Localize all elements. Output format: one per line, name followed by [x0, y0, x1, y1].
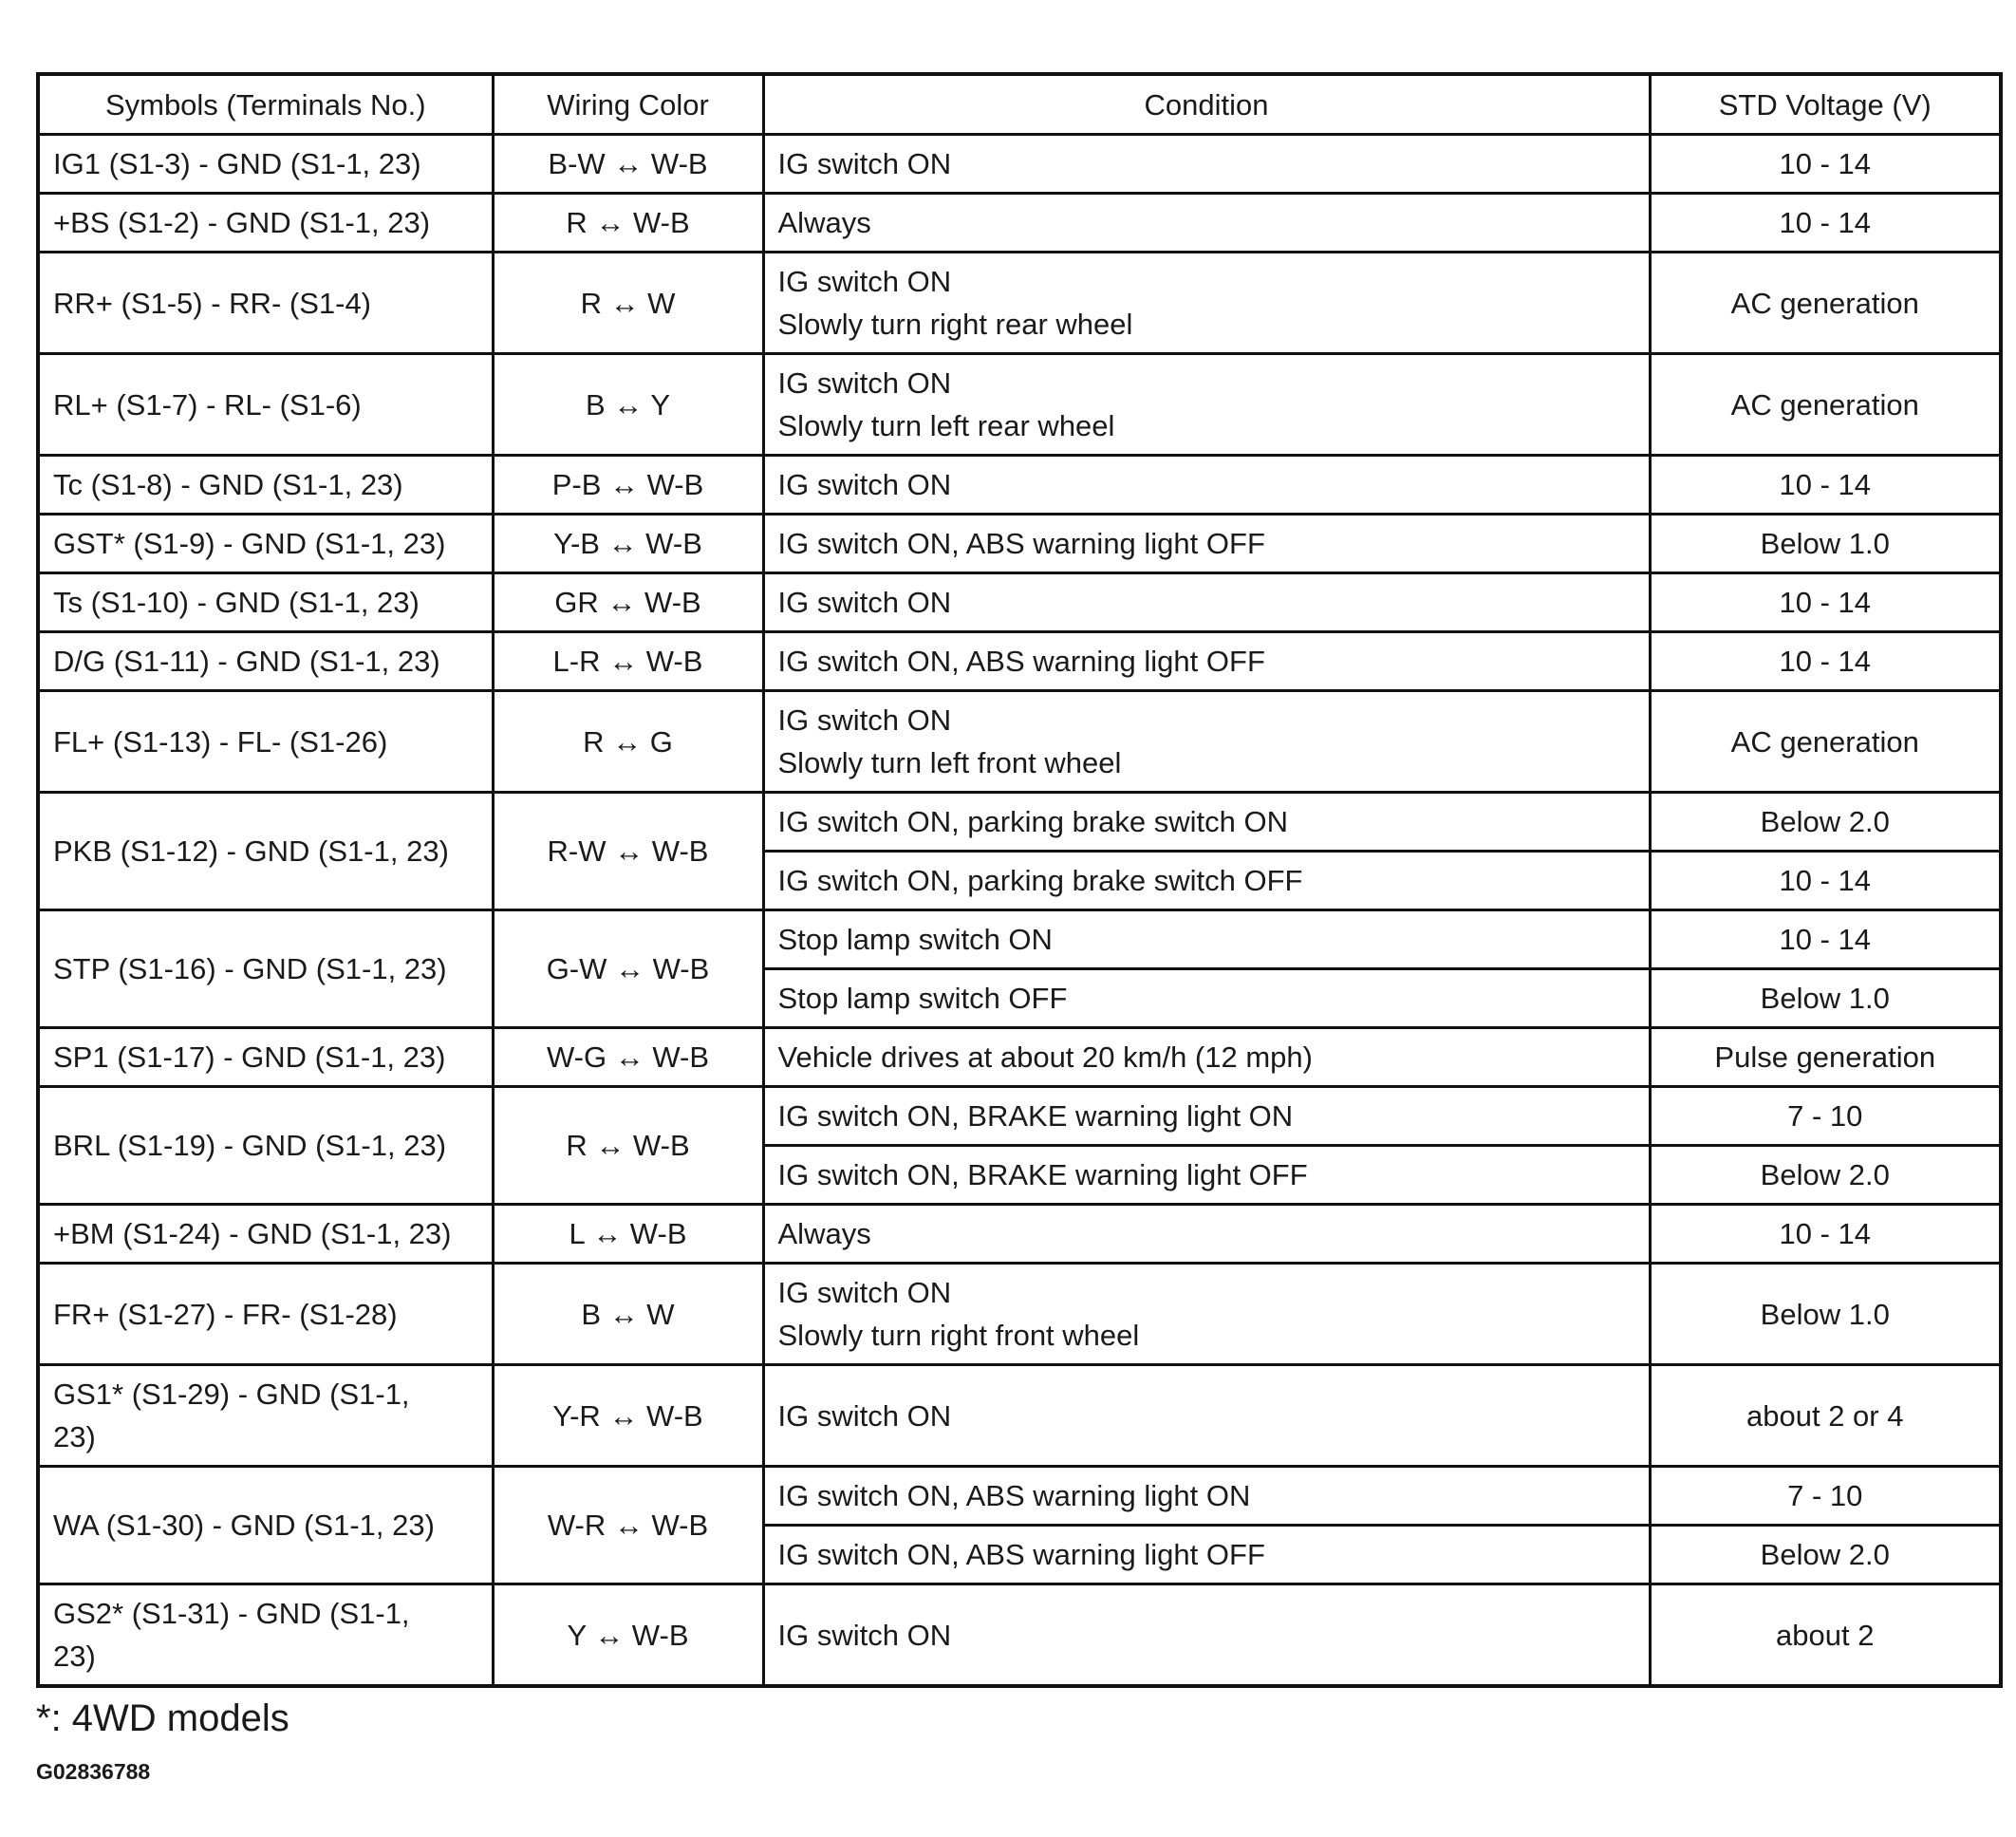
text-line: Always	[777, 1217, 871, 1250]
cell-symbol	[38, 1264, 493, 1365]
text-line: GS2* (S1-31) - GND (S1-1,	[53, 1597, 410, 1630]
text-line: FR+ (S1-27) - FR- (S1-28)	[53, 1297, 398, 1331]
cell-std-voltage: AC generation	[1650, 253, 2001, 354]
table-row	[38, 1365, 2001, 1467]
cell-std-voltage: Below 2.0	[1650, 1526, 2001, 1584]
text-line: PKB (S1-12) - GND (S1-1, 23)	[53, 834, 449, 868]
text-line: IG switch ON	[777, 265, 952, 298]
text-line: IG switch ON, parking brake switch OFF	[777, 864, 1303, 897]
cell-wiring-color: R ↔ G	[493, 691, 763, 793]
text-line: IG1 (S1-3) - GND (S1-1, 23)	[53, 147, 421, 180]
table-row	[38, 354, 2001, 456]
cell-symbol	[38, 515, 493, 573]
cell-std-voltage: 10 - 14	[1650, 1205, 2001, 1264]
text-line: IG switch ON, ABS warning light ON	[777, 1479, 1251, 1512]
cell-std-voltage: 10 - 14	[1650, 632, 2001, 691]
cell-std-voltage: Below 1.0	[1650, 515, 2001, 573]
text-line: +BM (S1-24) - GND (S1-1, 23)	[53, 1217, 452, 1250]
table-row	[38, 632, 2001, 691]
cell-wiring-color: W-G ↔ W-B	[493, 1028, 763, 1087]
cell-symbol	[38, 456, 493, 515]
cell-symbol	[38, 691, 493, 793]
cell-symbol	[38, 194, 493, 253]
cell-std-voltage: 10 - 14	[1650, 135, 2001, 194]
text-line: Ts (S1-10) - GND (S1-1, 23)	[53, 586, 420, 619]
cell-condition	[763, 194, 1650, 253]
cell-condition	[763, 910, 1650, 969]
header-wiring-color: Wiring Color	[493, 74, 763, 135]
cell-wiring-color: G-W ↔ W-B	[493, 910, 763, 1028]
table-row	[38, 793, 2001, 852]
cell-std-voltage: Below 2.0	[1650, 1146, 2001, 1205]
cell-wiring-color: R ↔ W	[493, 253, 763, 354]
cell-wiring-color: B ↔ Y	[493, 354, 763, 456]
cell-symbol	[38, 354, 493, 456]
text-line: Stop lamp switch ON	[777, 923, 1053, 956]
cell-std-voltage: Below 1.0	[1650, 969, 2001, 1028]
cell-std-voltage: 10 - 14	[1650, 194, 2001, 253]
table-row	[38, 1467, 2001, 1526]
table-row	[38, 456, 2001, 515]
text-line: IG switch ON	[777, 586, 952, 619]
text-line: Vehicle drives at about 20 km/h (12 mph)	[777, 1040, 1313, 1074]
text-line: +BS (S1-2) - GND (S1-1, 23)	[53, 206, 431, 239]
cell-symbol	[38, 1087, 493, 1205]
cell-condition	[763, 515, 1650, 573]
cell-std-voltage: AC generation	[1650, 691, 2001, 793]
text-line: IG switch ON	[777, 1398, 952, 1433]
text-line: Slowly turn left front wheel	[777, 746, 1122, 779]
cell-symbol	[38, 253, 493, 354]
text-line: IG switch ON	[777, 468, 952, 501]
text-line: Slowly turn left rear wheel	[777, 409, 1115, 442]
text-line: GST* (S1-9) - GND (S1-1, 23)	[53, 527, 446, 560]
cell-wiring-color: R ↔ W-B	[493, 194, 763, 253]
cell-condition	[763, 969, 1650, 1028]
cell-std-voltage: 7 - 10	[1650, 1467, 2001, 1526]
cell-condition	[763, 1264, 1650, 1365]
cell-condition	[763, 1205, 1650, 1264]
cell-wiring-color: R ↔ W-B	[493, 1087, 763, 1205]
cell-wiring-color: GR ↔ W-B	[493, 573, 763, 632]
cell-std-voltage: Below 1.0	[1650, 1264, 2001, 1365]
text-line: IG switch ON, ABS warning light OFF	[777, 527, 1265, 560]
cell-std-voltage: 7 - 10	[1650, 1087, 2001, 1146]
table-row	[38, 515, 2001, 573]
text-line: D/G (S1-11) - GND (S1-1, 23)	[53, 645, 440, 678]
text-line: IG switch ON, ABS warning light OFF	[777, 1538, 1265, 1571]
header-symbols: Symbols (Terminals No.)	[38, 74, 493, 135]
text-line: RL+ (S1-7) - RL- (S1-6)	[53, 387, 362, 422]
cell-std-voltage: 10 - 14	[1650, 456, 2001, 515]
cell-std-voltage: 10 - 14	[1650, 852, 2001, 910]
cell-wiring-color: P-B ↔ W-B	[493, 456, 763, 515]
table-row	[38, 194, 2001, 253]
table-row	[38, 573, 2001, 632]
cell-std-voltage: 10 - 14	[1650, 573, 2001, 632]
cell-symbol	[38, 793, 493, 910]
table-header-row	[38, 74, 2001, 135]
cell-condition	[763, 852, 1650, 910]
cell-condition	[763, 1087, 1650, 1146]
table-row	[38, 135, 2001, 194]
cell-std-voltage: Pulse generation	[1650, 1028, 2001, 1087]
figure-id: G02836788	[36, 1759, 151, 1784]
table-body	[38, 135, 2001, 1687]
cell-wiring-color: B-W ↔ W-B	[493, 135, 763, 194]
header-std-voltage: STD Voltage (V)	[1650, 74, 2001, 135]
cell-condition	[763, 1526, 1650, 1584]
text-line: Slowly turn right front wheel	[777, 1319, 1140, 1352]
text-line: RR+ (S1-5) - RR- (S1-4)	[53, 286, 372, 320]
cell-symbol	[38, 135, 493, 194]
cell-condition	[763, 253, 1650, 354]
cell-condition	[763, 1584, 1650, 1687]
text-line: IG switch ON	[777, 1618, 952, 1652]
cell-condition	[763, 1467, 1650, 1526]
cell-symbol	[38, 1205, 493, 1264]
terminal-voltage-table	[36, 72, 2003, 1688]
text-line: STP (S1-16) - GND (S1-1, 23)	[53, 952, 447, 985]
text-line: IG switch ON, BRAKE warning light OFF	[777, 1158, 1308, 1191]
text-line: IG switch ON	[777, 1276, 952, 1309]
cell-wiring-color: L-R ↔ W-B	[493, 632, 763, 691]
cell-std-voltage: 10 - 14	[1650, 910, 2001, 969]
cell-wiring-color: R-W ↔ W-B	[493, 793, 763, 910]
footnote: *: 4WD models	[36, 1697, 289, 1739]
text-line: WA (S1-30) - GND (S1-1, 23)	[53, 1509, 435, 1542]
cell-wiring-color: Y ↔ W-B	[493, 1584, 763, 1687]
text-line: IG switch ON	[777, 147, 952, 180]
table-row	[38, 1264, 2001, 1365]
table-row	[38, 1087, 2001, 1146]
cell-condition	[763, 793, 1650, 852]
text-line: FL+ (S1-13) - FL- (S1-26)	[53, 724, 388, 759]
cell-symbol	[38, 1365, 493, 1467]
text-line: IG switch ON	[777, 366, 952, 400]
text-line: BRL (S1-19) - GND (S1-1, 23)	[53, 1129, 447, 1162]
cell-symbol	[38, 1467, 493, 1584]
text-line: IG switch ON, parking brake switch ON	[777, 805, 1288, 838]
cell-symbol	[38, 573, 493, 632]
cell-condition	[763, 1365, 1650, 1467]
text-line: IG switch ON	[777, 703, 952, 737]
header-condition: Condition	[763, 74, 1650, 135]
cell-wiring-color: W-R ↔ W-B	[493, 1467, 763, 1584]
text-line: 23)	[53, 1420, 96, 1453]
cell-std-voltage: about 2 or 4	[1650, 1365, 2001, 1467]
text-line: IG switch ON, BRAKE warning light ON	[777, 1099, 1294, 1133]
cell-condition	[763, 1028, 1650, 1087]
text-line: SP1 (S1-17) - GND (S1-1, 23)	[53, 1040, 446, 1074]
table-row	[38, 1584, 2001, 1687]
cell-symbol	[38, 632, 493, 691]
cell-wiring-color: Y-R ↔ W-B	[493, 1365, 763, 1467]
text-line: Tc (S1-8) - GND (S1-1, 23)	[53, 468, 403, 501]
cell-symbol	[38, 1028, 493, 1087]
table-row	[38, 1205, 2001, 1264]
cell-condition	[763, 1146, 1650, 1205]
text-line: 23)	[53, 1640, 96, 1673]
cell-symbol	[38, 910, 493, 1028]
cell-condition	[763, 354, 1650, 456]
text-line: Always	[777, 206, 871, 239]
cell-wiring-color: Y-B ↔ W-B	[493, 515, 763, 573]
text-line: Stop lamp switch OFF	[777, 982, 1068, 1015]
text-line: IG switch ON, ABS warning light OFF	[777, 645, 1265, 678]
cell-wiring-color: L ↔ W-B	[493, 1205, 763, 1264]
table-row	[38, 1028, 2001, 1087]
cell-wiring-color: B ↔ W	[493, 1264, 763, 1365]
text-line: Slowly turn right rear wheel	[777, 308, 1133, 341]
table-row	[38, 691, 2001, 793]
cell-condition	[763, 573, 1650, 632]
table-row	[38, 910, 2001, 969]
cell-condition	[763, 456, 1650, 515]
cell-std-voltage: AC generation	[1650, 354, 2001, 456]
cell-symbol	[38, 1584, 493, 1687]
cell-condition	[763, 691, 1650, 793]
cell-std-voltage: Below 2.0	[1650, 793, 2001, 852]
table-row	[38, 253, 2001, 354]
cell-std-voltage: about 2	[1650, 1584, 2001, 1687]
cell-condition	[763, 135, 1650, 194]
text-line: GS1* (S1-29) - GND (S1-1,	[53, 1378, 410, 1411]
cell-condition	[763, 632, 1650, 691]
